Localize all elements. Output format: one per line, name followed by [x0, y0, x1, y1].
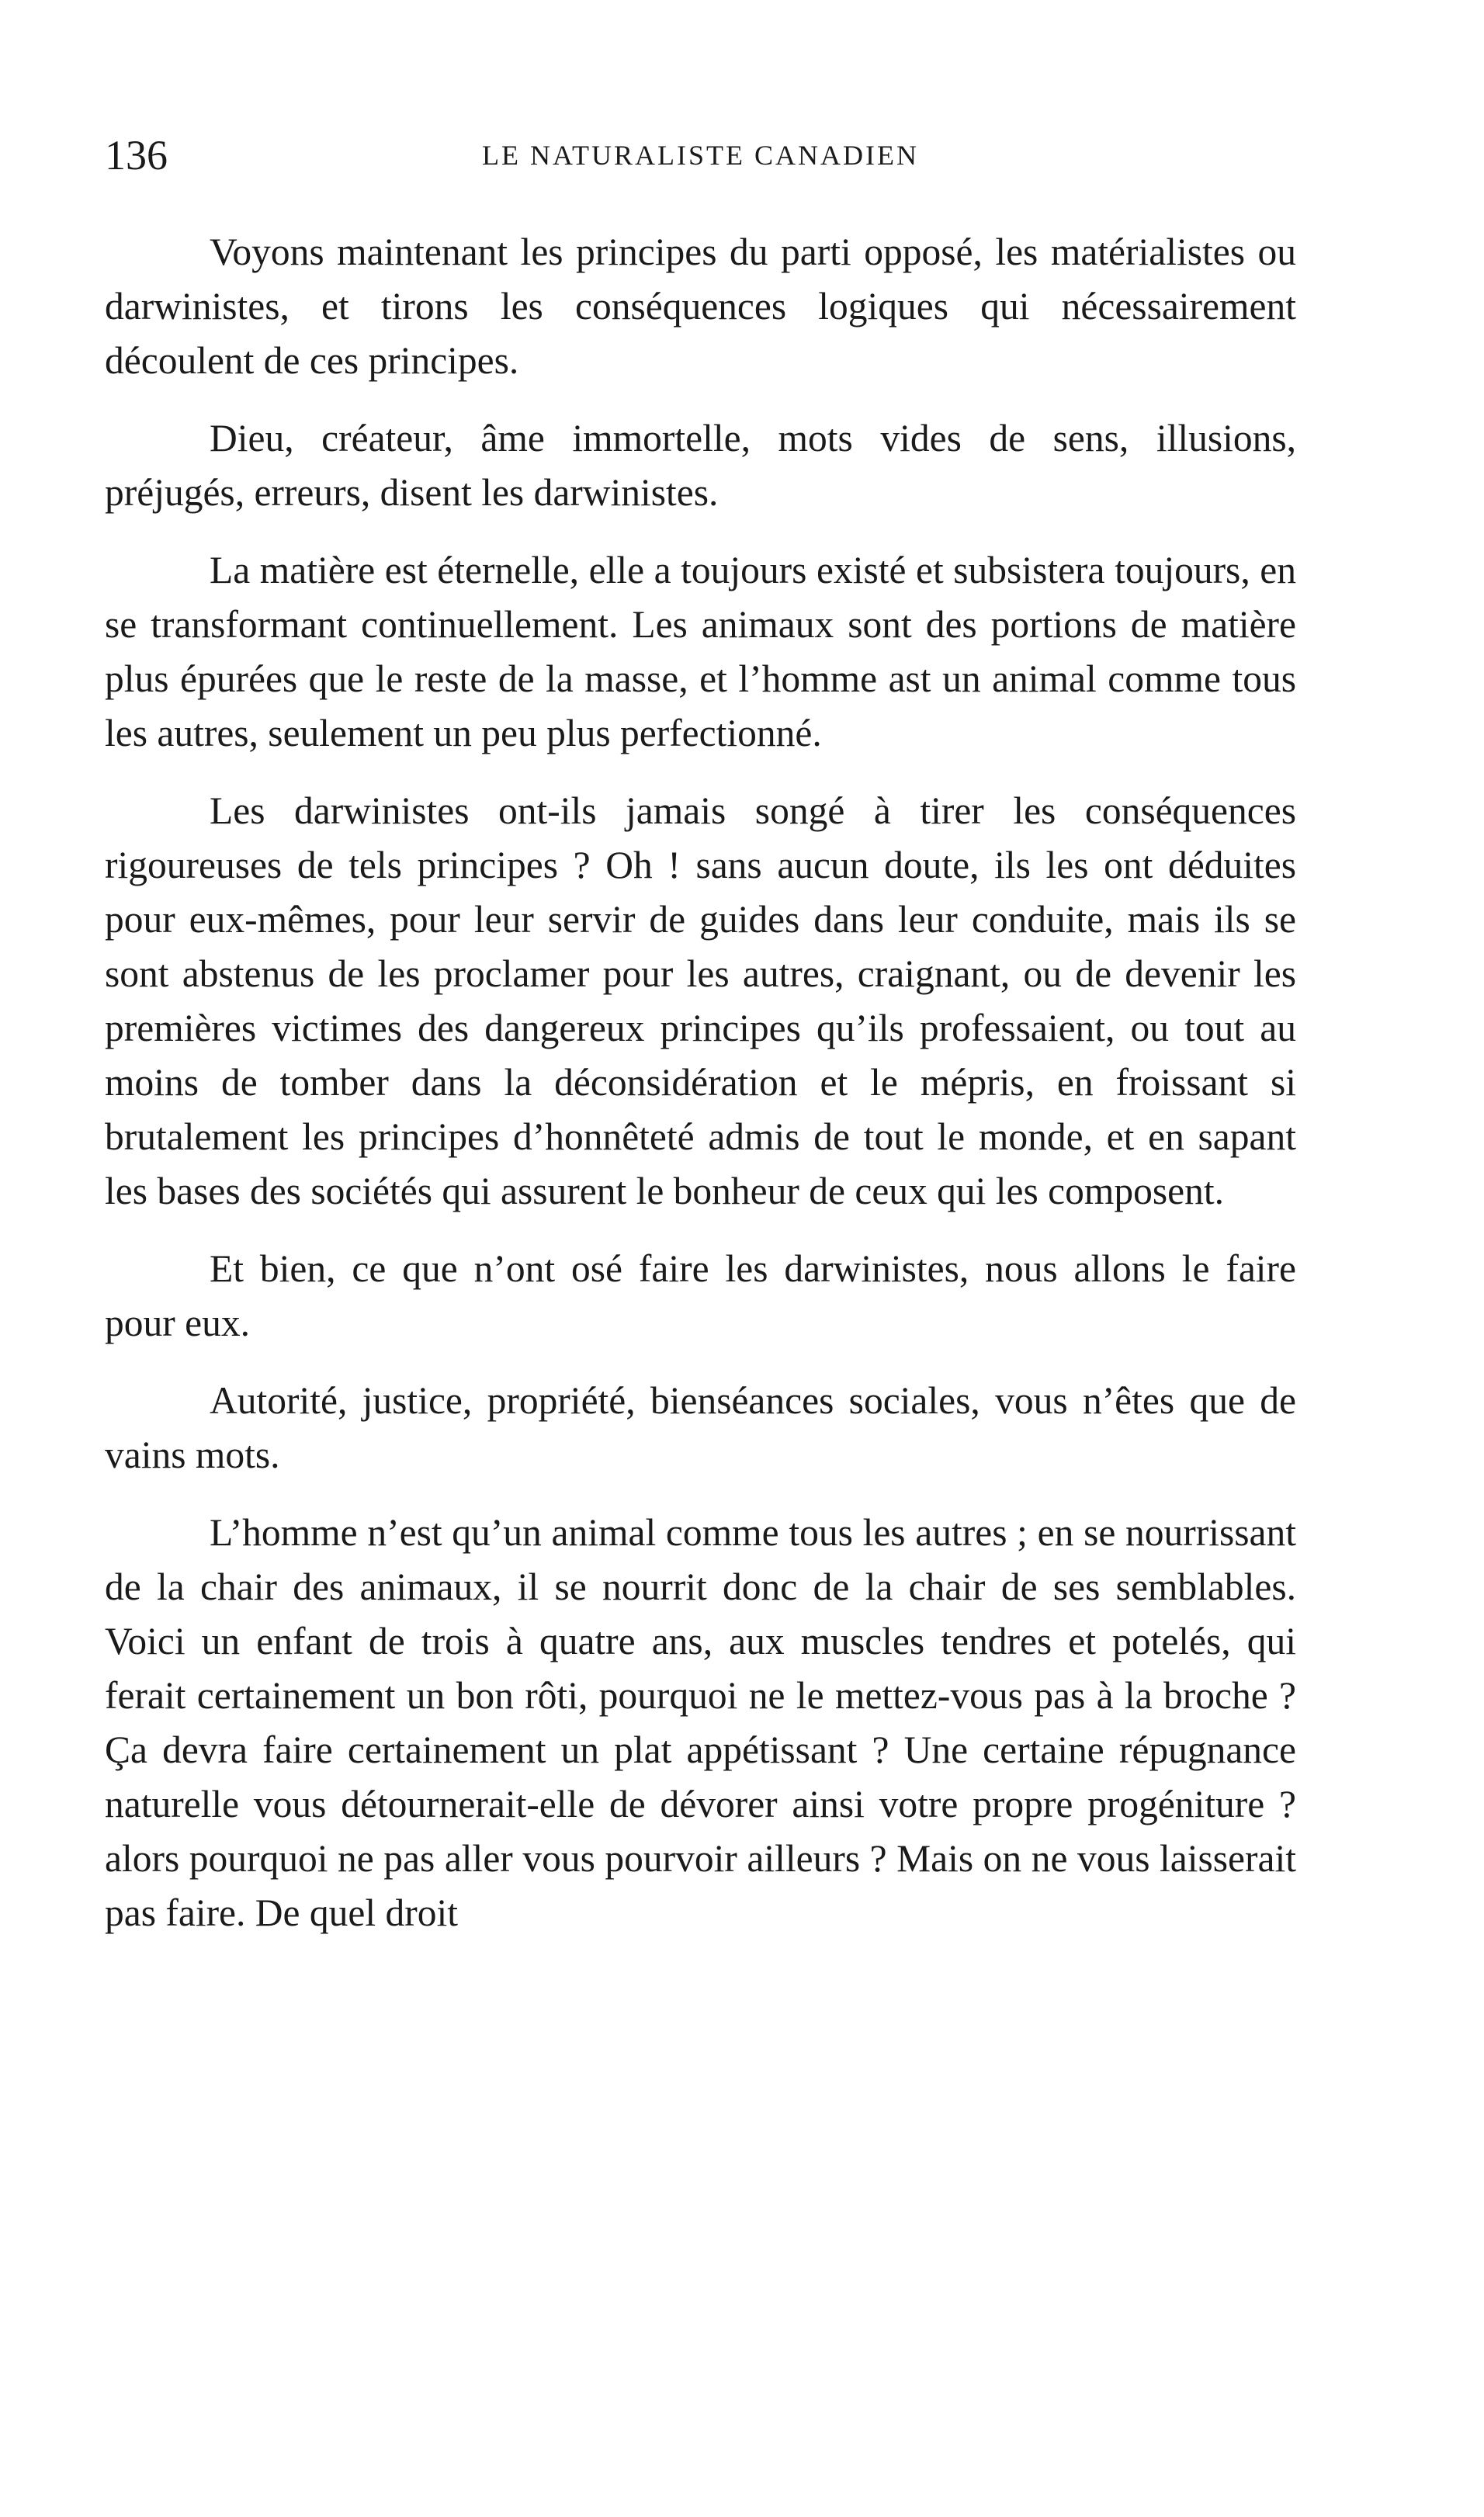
- page-number: 136: [105, 132, 168, 179]
- paragraph: L’homme n’est qu’un animal comme tous les autres ; en se nourrissant de la chair des animaux, il se nourrit donc de la chair de ses semblables. Voici un enfant de trois à quatre ans, aux muscles tendres et potelés, qui ferait certainement un bon rôti, pourquoi ne le mettez-vous pas à la broche ? Ça devra faire certainement un plat appétissant ? Une certaine répugnance naturelle vous détournerait-elle de dévorer ainsi votre propre progéniture ? alors pourquoi ne pas aller vous pourvoir ailleurs ? Mais on ne vous laisserait pas faire. De quel droit: [105, 1511, 1296, 1934]
- page-header: [105, 128, 1296, 182]
- paragraph: Dieu, créateur, âme immortelle, mots vides de sens, illusions, préjugés, erreurs, disent les darwinistes.: [105, 417, 1296, 514]
- paragraph: Les darwinistes ont-ils jamais songé à tirer les conséquences rigoureuses de tels principes ? Oh ! sans aucun doute, ils les ont déduites pour eux-mêmes, pour leur servir de guides dans leur conduite, mais ils se sont abstenus de les proclamer pour les autres, craignant, ou de devenir les premières victimes des dangereux principes qu’ils professaient, ou tout au moins de tomber dans la déconsidération et le mépris, en froissant si brutalement les principes d’honnêteté admis de tout le monde, et en sapant les bases des sociétés qui assurent le bonheur de ceux qui les composent.: [105, 789, 1296, 1212]
- body-text: [105, 225, 1296, 1964]
- paragraph: Voyons maintenant les principes du parti opposé, les matérialistes ou darwinistes, et tirons les conséquences logiques qui nécessairement découlent de ces principes.: [105, 231, 1296, 382]
- paragraph: La matière est éternelle, elle a toujours existé et subsistera toujours, en se transformant continuellement. Les animaux sont des portions de matière plus épurées que le reste de la masse, et l’homme ast un animal comme tous les autres, seulement un peu plus perfectionné.: [105, 549, 1296, 754]
- running-title: LE NATURALISTE CANADIEN: [482, 140, 919, 171]
- paragraph: Et bien, ce que n’ont osé faire les darwinistes, nous allons le faire pour eux.: [105, 1247, 1296, 1344]
- paragraph: Autorité, justice, propriété, bienséances sociales, vous n’êtes que de vains mots.: [105, 1379, 1296, 1476]
